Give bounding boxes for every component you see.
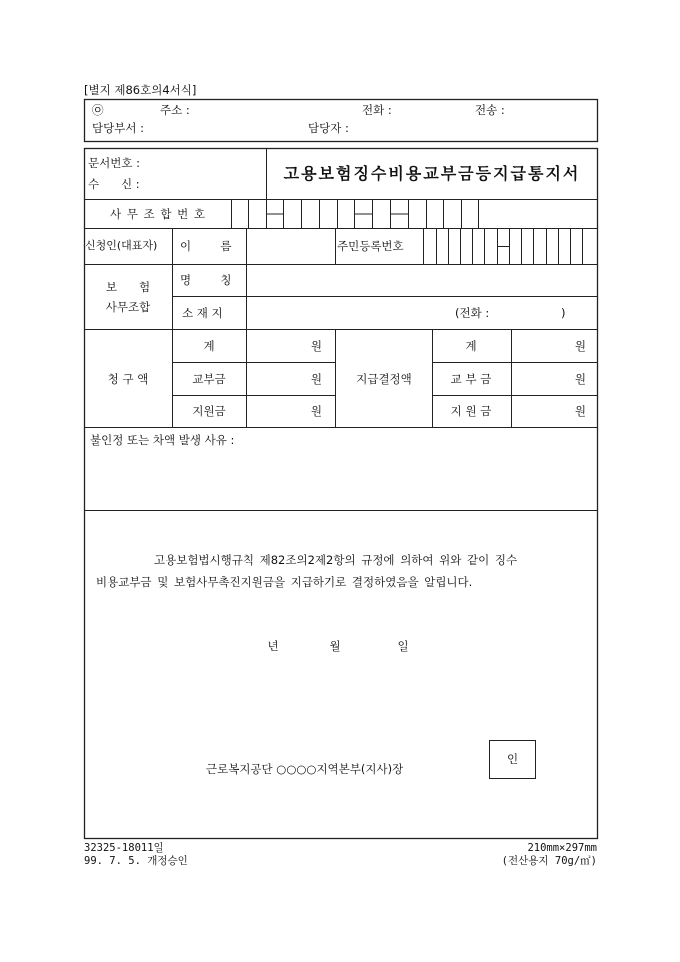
form-code: 32325-18011일 [84,842,164,854]
recipient-label: 수 신 : [88,177,140,191]
address-label: 주소 : [160,103,190,117]
seal-mark: ㉧ [92,103,104,117]
decision-total-unit: 원 [574,339,586,353]
association-name-field[interactable] [247,265,597,296]
rrn-label: 주민등록번호 [337,239,404,253]
applicant-name-field[interactable] [247,229,335,264]
claim-grant-unit: 원 [310,372,322,386]
seal-label: 인 [506,752,519,766]
decision-subsidy-label: 지 원 금 [450,404,492,418]
claim-subsidy-unit: 원 [310,404,322,418]
claim-grant-label: 교부금 [192,372,226,386]
association-name-label: 명 칭 [180,273,232,287]
location-label: 소 재 지 [182,306,223,320]
phone-label: 전화 : [362,103,392,117]
seal-box [489,740,536,779]
body-text-line-2: 비용교부금 및 보험사무촉진지원금을 지급하기로 결정하였음을 알립니다. [96,575,473,589]
claim-total-label: 계 [203,339,215,353]
claim-amount-label: 청 구 액 [107,372,149,386]
location-phone-label: (전화 : [455,306,490,320]
paper-spec: (전산용지 70g/㎡) [501,855,597,867]
location-phone-close: ) [561,306,566,320]
paper-size: 210mm×297mm [527,842,597,854]
date-month-label: 월 [329,639,341,653]
claim-total-unit: 원 [310,339,322,353]
fax-label: 전송 : [475,103,505,117]
approval-date: 99. 7. 5. 개정승인 [84,855,188,867]
decision-grant-unit: 원 [574,372,586,386]
claim-subsidy-label: 지원금 [192,404,226,418]
decision-total-label: 계 [465,339,477,353]
decision-amount-label: 지급결정액 [356,372,412,386]
applicant-label: 신청인(대표자) [85,239,158,252]
reason-field[interactable] [85,450,597,510]
decision-subsidy-unit: 원 [574,404,586,418]
form-number-label: [별지 제86호의4서식] [84,83,197,97]
name-label: 이 름 [180,239,232,253]
insurance-association-label-2: 사무조합 [105,300,151,314]
page-title: 고용보험징수비용교부금등지급통지서 [283,164,581,183]
department-label: 담당부서 : [92,121,144,135]
reason-label: 불인정 또는 차액 발생 사유 : [90,433,235,447]
issuer-label: 근로복지공단 ○○○○지역본부(지사)장 [206,762,404,776]
insurance-association-label-1: 보 험 [105,280,151,294]
date-day-label: 일 [397,639,409,653]
association-number-label: 사 무 조 합 번 호 [110,207,206,221]
document-number-label: 문서번호 : [88,156,140,170]
body-text-line-1: 고용보험법시행규칙 제82조의2제2항의 규정에 의하여 위와 같이 징수 [154,553,518,567]
date-year-label: 년 [267,639,279,653]
decision-grant-label: 교 부 금 [450,372,492,386]
location-field[interactable] [247,297,597,329]
person-in-charge-label: 담당자 : [308,121,349,135]
